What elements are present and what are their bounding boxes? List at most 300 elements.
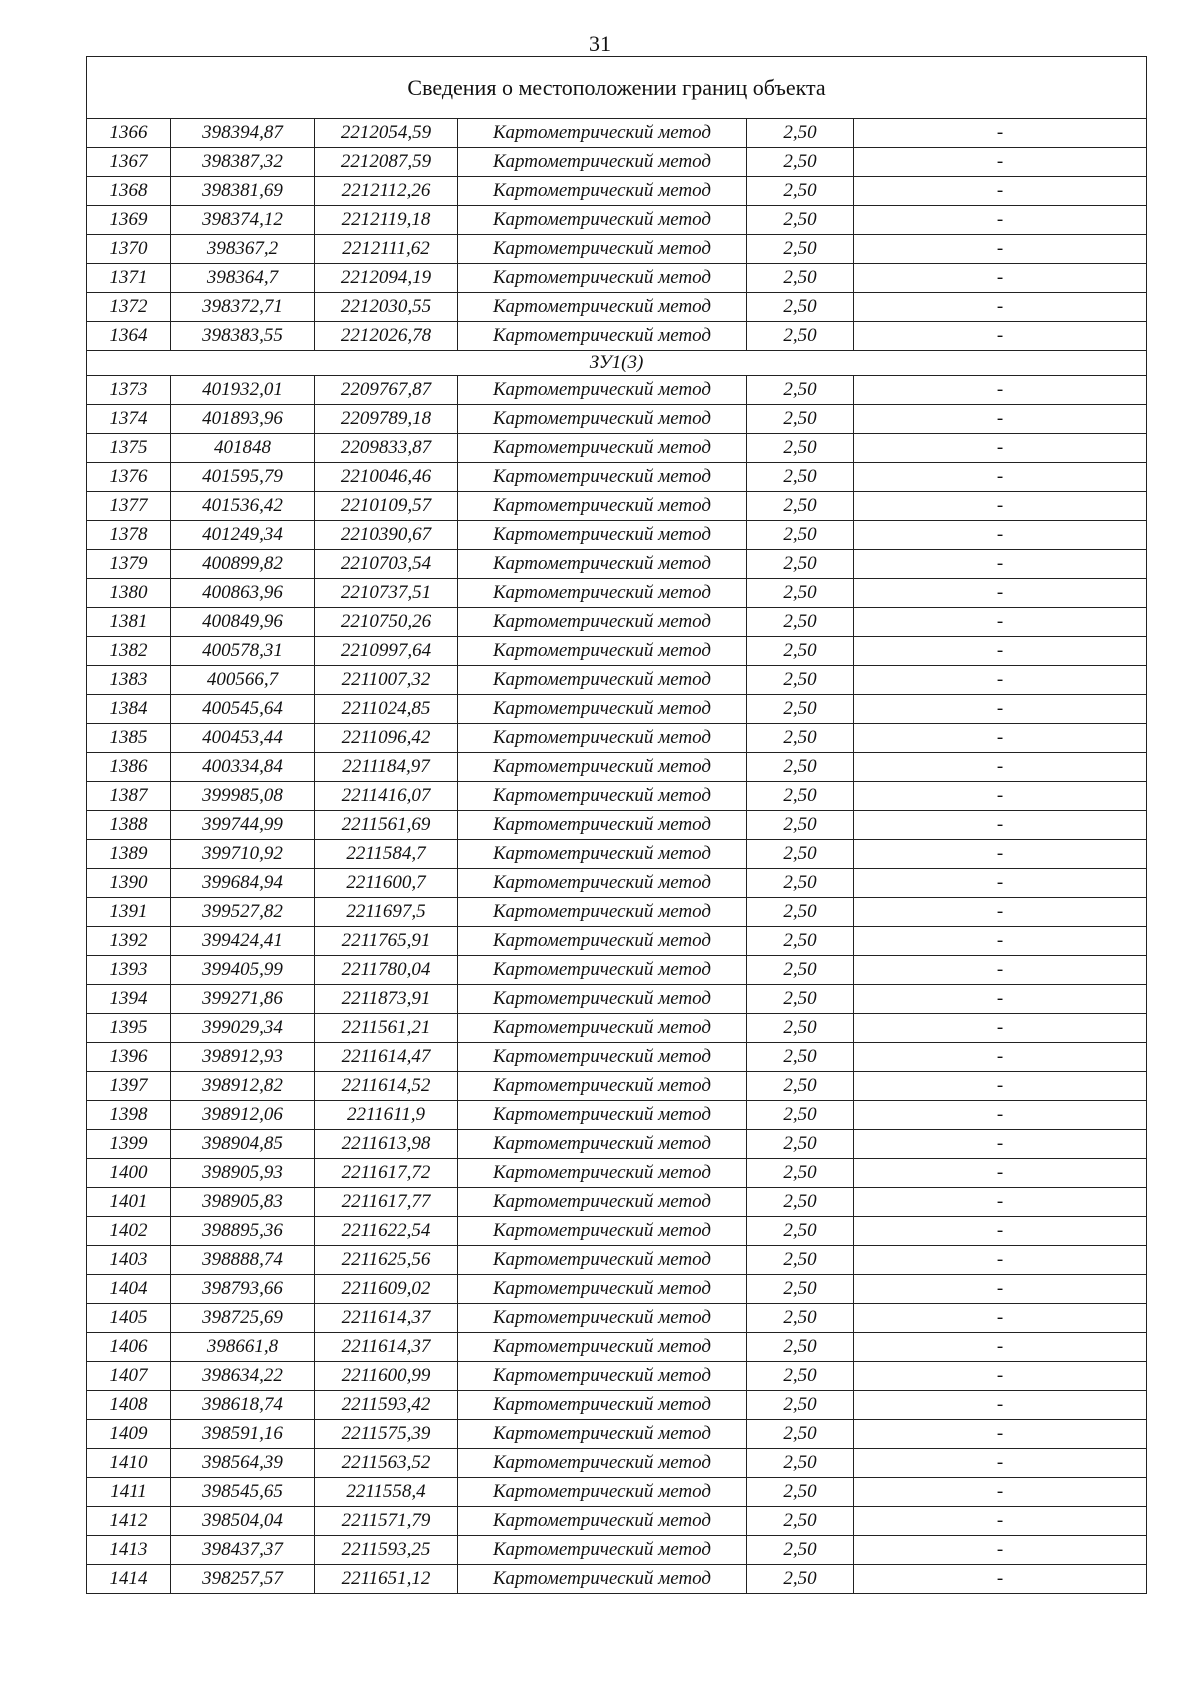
- point-number-cell: 1366: [87, 119, 171, 148]
- description-cell: -: [854, 1217, 1147, 1246]
- accuracy-cell: 2,50: [747, 206, 854, 235]
- point-number-cell: 1397: [87, 1072, 171, 1101]
- method-cell: Картометрический метод: [458, 1420, 747, 1449]
- method-cell: Картометрический метод: [458, 405, 747, 434]
- point-number-cell: 1414: [87, 1565, 171, 1594]
- method-cell: Картометрический метод: [458, 695, 747, 724]
- method-cell: Картометрический метод: [458, 1043, 747, 1072]
- accuracy-cell: 2,50: [747, 264, 854, 293]
- table-row: [87, 177, 1147, 206]
- method-cell: Картометрический метод: [458, 177, 747, 206]
- description-cell: -: [854, 492, 1147, 521]
- method-cell: Картометрический метод: [458, 235, 747, 264]
- table-row: [87, 1217, 1147, 1246]
- method-cell: Картометрический метод: [458, 1130, 747, 1159]
- x-coordinate-cell: 400545,64: [171, 695, 315, 724]
- point-number-cell: 1401: [87, 1188, 171, 1217]
- x-coordinate-cell: 399271,86: [171, 985, 315, 1014]
- x-coordinate-cell: 399424,41: [171, 927, 315, 956]
- description-cell: -: [854, 1246, 1147, 1275]
- method-cell: Картометрический метод: [458, 840, 747, 869]
- y-coordinate-cell: 2211184,97: [315, 753, 458, 782]
- point-number-cell: 1396: [87, 1043, 171, 1072]
- method-cell: Картометрический метод: [458, 1188, 747, 1217]
- method-cell: Картометрический метод: [458, 1101, 747, 1130]
- x-coordinate-cell: 399710,92: [171, 840, 315, 869]
- x-coordinate-cell: 398381,69: [171, 177, 315, 206]
- method-cell: Картометрический метод: [458, 293, 747, 322]
- method-cell: Картометрический метод: [458, 898, 747, 927]
- table-row: [87, 1565, 1147, 1594]
- method-cell: Картометрический метод: [458, 1478, 747, 1507]
- accuracy-cell: 2,50: [747, 637, 854, 666]
- y-coordinate-cell: 2211558,4: [315, 1478, 458, 1507]
- x-coordinate-cell: 398912,93: [171, 1043, 315, 1072]
- method-cell: Картометрический метод: [458, 463, 747, 492]
- y-coordinate-cell: 2210737,51: [315, 579, 458, 608]
- method-cell: Картометрический метод: [458, 637, 747, 666]
- table-row: [87, 492, 1147, 521]
- x-coordinate-cell: 398367,2: [171, 235, 315, 264]
- y-coordinate-cell: 2212054,59: [315, 119, 458, 148]
- x-coordinate-cell: 400899,82: [171, 550, 315, 579]
- method-cell: Картометрический метод: [458, 1217, 747, 1246]
- x-coordinate-cell: 401848: [171, 434, 315, 463]
- description-cell: -: [854, 1304, 1147, 1333]
- method-cell: Картометрический метод: [458, 1565, 747, 1594]
- y-coordinate-cell: 2212111,62: [315, 235, 458, 264]
- description-cell: -: [854, 869, 1147, 898]
- method-cell: Картометрический метод: [458, 434, 747, 463]
- accuracy-cell: 2,50: [747, 119, 854, 148]
- description-cell: -: [854, 927, 1147, 956]
- description-cell: -: [854, 753, 1147, 782]
- table-row: [87, 579, 1147, 608]
- accuracy-cell: 2,50: [747, 956, 854, 985]
- point-number-cell: 1390: [87, 869, 171, 898]
- table-row: [87, 206, 1147, 235]
- point-number-cell: 1382: [87, 637, 171, 666]
- point-number-cell: 1386: [87, 753, 171, 782]
- y-coordinate-cell: 2211416,07: [315, 782, 458, 811]
- point-number-cell: 1373: [87, 376, 171, 405]
- method-cell: Картометрический метод: [458, 724, 747, 753]
- accuracy-cell: 2,50: [747, 579, 854, 608]
- x-coordinate-cell: 400849,96: [171, 608, 315, 637]
- point-number-cell: 1367: [87, 148, 171, 177]
- point-number-cell: 1395: [87, 1014, 171, 1043]
- accuracy-cell: 2,50: [747, 811, 854, 840]
- table-title-row: [87, 57, 1147, 119]
- table-row: [87, 521, 1147, 550]
- table-row: [87, 1275, 1147, 1304]
- y-coordinate-cell: 2211625,56: [315, 1246, 458, 1275]
- x-coordinate-cell: 400334,84: [171, 753, 315, 782]
- x-coordinate-cell: 399684,94: [171, 869, 315, 898]
- point-number-cell: 1402: [87, 1217, 171, 1246]
- table-row: [87, 1507, 1147, 1536]
- table-row: [87, 1478, 1147, 1507]
- description-cell: -: [854, 1565, 1147, 1594]
- description-cell: -: [854, 376, 1147, 405]
- x-coordinate-cell: 399985,08: [171, 782, 315, 811]
- accuracy-cell: 2,50: [747, 293, 854, 322]
- x-coordinate-cell: 398374,12: [171, 206, 315, 235]
- method-cell: Картометрический метод: [458, 1304, 747, 1333]
- table-title: Сведения о местоположении границ объекта: [87, 57, 1147, 119]
- description-cell: -: [854, 463, 1147, 492]
- accuracy-cell: 2,50: [747, 376, 854, 405]
- description-cell: -: [854, 1449, 1147, 1478]
- x-coordinate-cell: 398905,93: [171, 1159, 315, 1188]
- table-row: [87, 405, 1147, 434]
- method-cell: Картометрический метод: [458, 521, 747, 550]
- method-cell: Картометрический метод: [458, 1159, 747, 1188]
- accuracy-cell: 2,50: [747, 608, 854, 637]
- table-row: [87, 1333, 1147, 1362]
- description-cell: -: [854, 724, 1147, 753]
- description-cell: -: [854, 521, 1147, 550]
- accuracy-cell: 2,50: [747, 985, 854, 1014]
- table-row: [87, 1420, 1147, 1449]
- section-label: ЗУ1(3): [87, 351, 1147, 376]
- point-number-cell: 1370: [87, 235, 171, 264]
- x-coordinate-cell: 399527,82: [171, 898, 315, 927]
- description-cell: -: [854, 782, 1147, 811]
- table-row: [87, 927, 1147, 956]
- y-coordinate-cell: 2210750,26: [315, 608, 458, 637]
- accuracy-cell: 2,50: [747, 1420, 854, 1449]
- x-coordinate-cell: 398634,22: [171, 1362, 315, 1391]
- y-coordinate-cell: 2211611,9: [315, 1101, 458, 1130]
- description-cell: -: [854, 666, 1147, 695]
- method-cell: Картометрический метод: [458, 956, 747, 985]
- table-row: [87, 1014, 1147, 1043]
- accuracy-cell: 2,50: [747, 463, 854, 492]
- x-coordinate-cell: 398895,36: [171, 1217, 315, 1246]
- y-coordinate-cell: 2211571,79: [315, 1507, 458, 1536]
- description-cell: -: [854, 579, 1147, 608]
- table-row: [87, 1304, 1147, 1333]
- description-cell: -: [854, 264, 1147, 293]
- method-cell: Картометрический метод: [458, 927, 747, 956]
- table-row: [87, 695, 1147, 724]
- y-coordinate-cell: 2211614,52: [315, 1072, 458, 1101]
- x-coordinate-cell: 398661,8: [171, 1333, 315, 1362]
- description-cell: -: [854, 695, 1147, 724]
- y-coordinate-cell: 2212030,55: [315, 293, 458, 322]
- y-coordinate-cell: 2210703,54: [315, 550, 458, 579]
- table-row: [87, 1449, 1147, 1478]
- point-number-cell: 1400: [87, 1159, 171, 1188]
- method-cell: Картометрический метод: [458, 753, 747, 782]
- description-cell: -: [854, 1072, 1147, 1101]
- method-cell: Картометрический метод: [458, 1275, 747, 1304]
- y-coordinate-cell: 2211593,42: [315, 1391, 458, 1420]
- description-cell: -: [854, 235, 1147, 264]
- table-row: [87, 869, 1147, 898]
- table-row: [87, 550, 1147, 579]
- point-number-cell: 1379: [87, 550, 171, 579]
- table-row: [87, 293, 1147, 322]
- accuracy-cell: 2,50: [747, 1275, 854, 1304]
- description-cell: -: [854, 840, 1147, 869]
- accuracy-cell: 2,50: [747, 235, 854, 264]
- method-cell: Картометрический метод: [458, 264, 747, 293]
- point-number-cell: 1380: [87, 579, 171, 608]
- description-cell: -: [854, 1536, 1147, 1565]
- x-coordinate-cell: 401536,42: [171, 492, 315, 521]
- point-number-cell: 1393: [87, 956, 171, 985]
- y-coordinate-cell: 2211007,32: [315, 666, 458, 695]
- table-row: [87, 434, 1147, 463]
- table-row: [87, 1246, 1147, 1275]
- x-coordinate-cell: 401249,34: [171, 521, 315, 550]
- accuracy-cell: 2,50: [747, 840, 854, 869]
- method-cell: Картометрический метод: [458, 782, 747, 811]
- accuracy-cell: 2,50: [747, 1565, 854, 1594]
- point-number-cell: 1394: [87, 985, 171, 1014]
- point-number-cell: 1364: [87, 322, 171, 351]
- y-coordinate-cell: 2211622,54: [315, 1217, 458, 1246]
- method-cell: Картометрический метод: [458, 148, 747, 177]
- table-row: [87, 985, 1147, 1014]
- y-coordinate-cell: 2211617,77: [315, 1188, 458, 1217]
- accuracy-cell: 2,50: [747, 724, 854, 753]
- point-number-cell: 1405: [87, 1304, 171, 1333]
- point-number-cell: 1407: [87, 1362, 171, 1391]
- table-row: [87, 898, 1147, 927]
- table-row: [87, 811, 1147, 840]
- method-cell: Картометрический метод: [458, 206, 747, 235]
- point-number-cell: 1384: [87, 695, 171, 724]
- description-cell: -: [854, 1478, 1147, 1507]
- accuracy-cell: 2,50: [747, 927, 854, 956]
- x-coordinate-cell: 398364,7: [171, 264, 315, 293]
- accuracy-cell: 2,50: [747, 782, 854, 811]
- y-coordinate-cell: 2211613,98: [315, 1130, 458, 1159]
- description-cell: -: [854, 1507, 1147, 1536]
- accuracy-cell: 2,50: [747, 1101, 854, 1130]
- x-coordinate-cell: 401932,01: [171, 376, 315, 405]
- point-number-cell: 1392: [87, 927, 171, 956]
- point-number-cell: 1374: [87, 405, 171, 434]
- y-coordinate-cell: 2211651,12: [315, 1565, 458, 1594]
- accuracy-cell: 2,50: [747, 1478, 854, 1507]
- y-coordinate-cell: 2211614,37: [315, 1304, 458, 1333]
- x-coordinate-cell: 398545,65: [171, 1478, 315, 1507]
- method-cell: Картометрический метод: [458, 119, 747, 148]
- method-cell: Картометрический метод: [458, 608, 747, 637]
- table-row: [87, 608, 1147, 637]
- point-number-cell: 1412: [87, 1507, 171, 1536]
- x-coordinate-cell: 401893,96: [171, 405, 315, 434]
- y-coordinate-cell: 2211765,91: [315, 927, 458, 956]
- description-cell: -: [854, 1188, 1147, 1217]
- y-coordinate-cell: 2211600,7: [315, 869, 458, 898]
- description-cell: -: [854, 206, 1147, 235]
- method-cell: Картометрический метод: [458, 1014, 747, 1043]
- x-coordinate-cell: 400566,7: [171, 666, 315, 695]
- x-coordinate-cell: 400578,31: [171, 637, 315, 666]
- point-number-cell: 1381: [87, 608, 171, 637]
- y-coordinate-cell: 2212026,78: [315, 322, 458, 351]
- y-coordinate-cell: 2209767,87: [315, 376, 458, 405]
- accuracy-cell: 2,50: [747, 753, 854, 782]
- accuracy-cell: 2,50: [747, 1304, 854, 1333]
- method-cell: Картометрический метод: [458, 492, 747, 521]
- x-coordinate-cell: 398564,39: [171, 1449, 315, 1478]
- point-number-cell: 1389: [87, 840, 171, 869]
- method-cell: Картометрический метод: [458, 1507, 747, 1536]
- description-cell: -: [854, 322, 1147, 351]
- point-number-cell: 1387: [87, 782, 171, 811]
- accuracy-cell: 2,50: [747, 1043, 854, 1072]
- accuracy-cell: 2,50: [747, 1449, 854, 1478]
- accuracy-cell: 2,50: [747, 1507, 854, 1536]
- y-coordinate-cell: 2211575,39: [315, 1420, 458, 1449]
- method-cell: Картометрический метод: [458, 985, 747, 1014]
- x-coordinate-cell: 400453,44: [171, 724, 315, 753]
- table-row: [87, 264, 1147, 293]
- description-cell: -: [854, 1159, 1147, 1188]
- section-header-row: [87, 351, 1147, 376]
- y-coordinate-cell: 2212087,59: [315, 148, 458, 177]
- accuracy-cell: 2,50: [747, 177, 854, 206]
- point-number-cell: 1406: [87, 1333, 171, 1362]
- accuracy-cell: 2,50: [747, 1246, 854, 1275]
- accuracy-cell: 2,50: [747, 1536, 854, 1565]
- x-coordinate-cell: 398904,85: [171, 1130, 315, 1159]
- accuracy-cell: 2,50: [747, 1333, 854, 1362]
- method-cell: Картометрический метод: [458, 376, 747, 405]
- description-cell: -: [854, 550, 1147, 579]
- x-coordinate-cell: 399405,99: [171, 956, 315, 985]
- table-row: [87, 235, 1147, 264]
- table-row: [87, 1130, 1147, 1159]
- table-row: [87, 724, 1147, 753]
- y-coordinate-cell: 2209833,87: [315, 434, 458, 463]
- x-coordinate-cell: 398725,69: [171, 1304, 315, 1333]
- point-number-cell: 1410: [87, 1449, 171, 1478]
- accuracy-cell: 2,50: [747, 550, 854, 579]
- description-cell: -: [854, 1362, 1147, 1391]
- method-cell: Картометрический метод: [458, 1536, 747, 1565]
- point-number-cell: 1391: [87, 898, 171, 927]
- x-coordinate-cell: 398394,87: [171, 119, 315, 148]
- point-number-cell: 1409: [87, 1420, 171, 1449]
- point-number-cell: 1385: [87, 724, 171, 753]
- table-row: [87, 1101, 1147, 1130]
- method-cell: Картометрический метод: [458, 1333, 747, 1362]
- y-coordinate-cell: 2211584,7: [315, 840, 458, 869]
- accuracy-cell: 2,50: [747, 869, 854, 898]
- accuracy-cell: 2,50: [747, 434, 854, 463]
- point-number-cell: 1372: [87, 293, 171, 322]
- table-row: [87, 463, 1147, 492]
- method-cell: Картометрический метод: [458, 550, 747, 579]
- description-cell: -: [854, 1420, 1147, 1449]
- table-row: [87, 1159, 1147, 1188]
- description-cell: -: [854, 1101, 1147, 1130]
- method-cell: Картометрический метод: [458, 811, 747, 840]
- y-coordinate-cell: 2211780,04: [315, 956, 458, 985]
- x-coordinate-cell: 398912,06: [171, 1101, 315, 1130]
- y-coordinate-cell: 2211614,37: [315, 1333, 458, 1362]
- point-number-cell: 1369: [87, 206, 171, 235]
- table-row: [87, 376, 1147, 405]
- accuracy-cell: 2,50: [747, 1159, 854, 1188]
- point-number-cell: 1403: [87, 1246, 171, 1275]
- x-coordinate-cell: 401595,79: [171, 463, 315, 492]
- y-coordinate-cell: 2211024,85: [315, 695, 458, 724]
- boundary-coordinates-table: [86, 56, 1147, 1594]
- table-body: [87, 57, 1147, 1594]
- y-coordinate-cell: 2211561,21: [315, 1014, 458, 1043]
- method-cell: Картометрический метод: [458, 1362, 747, 1391]
- y-coordinate-cell: 2211697,5: [315, 898, 458, 927]
- point-number-cell: 1408: [87, 1391, 171, 1420]
- y-coordinate-cell: 2211609,02: [315, 1275, 458, 1304]
- x-coordinate-cell: 398387,32: [171, 148, 315, 177]
- x-coordinate-cell: 398912,82: [171, 1072, 315, 1101]
- description-cell: -: [854, 956, 1147, 985]
- table-row: [87, 956, 1147, 985]
- table-row: [87, 119, 1147, 148]
- accuracy-cell: 2,50: [747, 695, 854, 724]
- x-coordinate-cell: 399744,99: [171, 811, 315, 840]
- table-row: [87, 1362, 1147, 1391]
- y-coordinate-cell: 2211600,99: [315, 1362, 458, 1391]
- accuracy-cell: 2,50: [747, 492, 854, 521]
- y-coordinate-cell: 2211617,72: [315, 1159, 458, 1188]
- table-row: [87, 782, 1147, 811]
- point-number-cell: 1375: [87, 434, 171, 463]
- y-coordinate-cell: 2210390,67: [315, 521, 458, 550]
- y-coordinate-cell: 2211614,47: [315, 1043, 458, 1072]
- description-cell: -: [854, 608, 1147, 637]
- method-cell: Картометрический метод: [458, 666, 747, 695]
- point-number-cell: 1398: [87, 1101, 171, 1130]
- description-cell: -: [854, 1130, 1147, 1159]
- accuracy-cell: 2,50: [747, 1014, 854, 1043]
- description-cell: -: [854, 985, 1147, 1014]
- accuracy-cell: 2,50: [747, 1130, 854, 1159]
- point-number-cell: 1404: [87, 1275, 171, 1304]
- description-cell: -: [854, 177, 1147, 206]
- table-row: [87, 753, 1147, 782]
- y-coordinate-cell: 2212112,26: [315, 177, 458, 206]
- point-number-cell: 1388: [87, 811, 171, 840]
- point-number-cell: 1368: [87, 177, 171, 206]
- table-row: [87, 148, 1147, 177]
- accuracy-cell: 2,50: [747, 521, 854, 550]
- y-coordinate-cell: 2212094,19: [315, 264, 458, 293]
- y-coordinate-cell: 2210046,46: [315, 463, 458, 492]
- point-number-cell: 1377: [87, 492, 171, 521]
- x-coordinate-cell: 398618,74: [171, 1391, 315, 1420]
- x-coordinate-cell: 398372,71: [171, 293, 315, 322]
- method-cell: Картометрический метод: [458, 579, 747, 608]
- x-coordinate-cell: 398504,04: [171, 1507, 315, 1536]
- point-number-cell: 1411: [87, 1478, 171, 1507]
- y-coordinate-cell: 2211563,52: [315, 1449, 458, 1478]
- method-cell: Картометрический метод: [458, 1391, 747, 1420]
- accuracy-cell: 2,50: [747, 1362, 854, 1391]
- description-cell: -: [854, 811, 1147, 840]
- description-cell: -: [854, 434, 1147, 463]
- accuracy-cell: 2,50: [747, 148, 854, 177]
